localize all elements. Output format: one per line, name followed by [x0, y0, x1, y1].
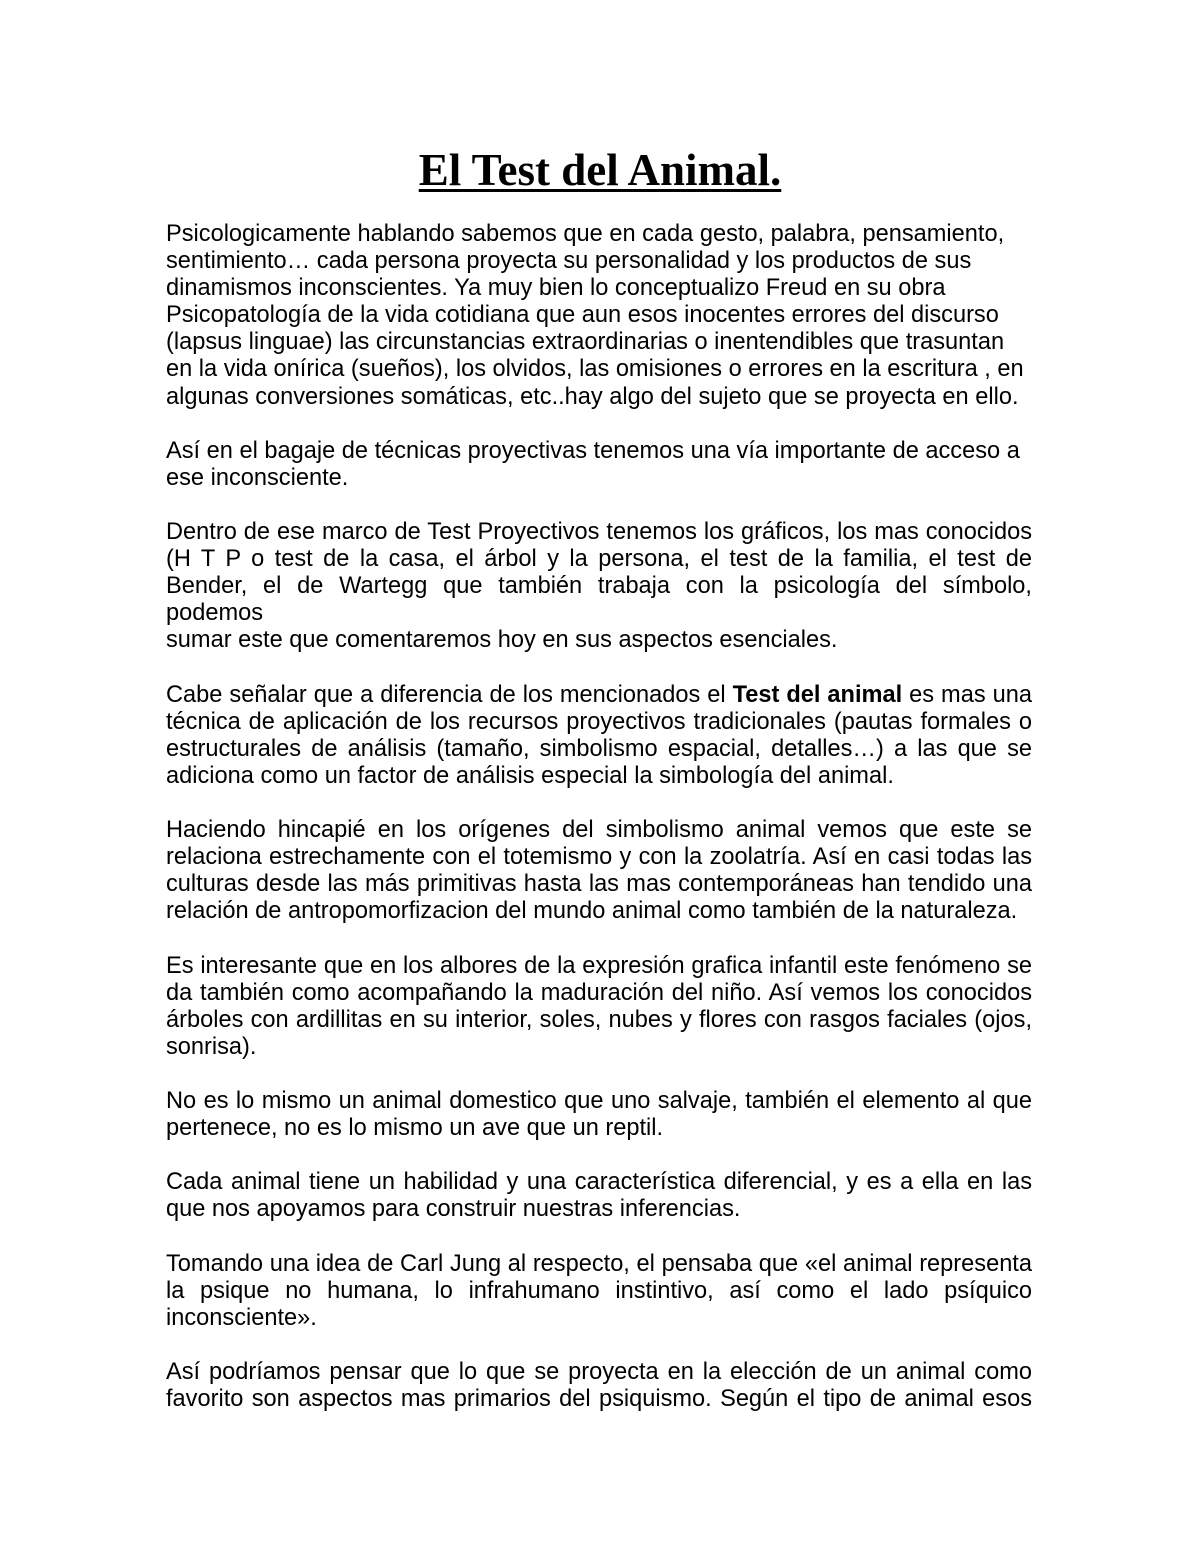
- paragraph-line: que nos apoyamos para construir nuestras inferencias.: [166, 1196, 741, 1223]
- paragraph-line: en la vida onírica (sueños), los olvidos, las omisiones o errores en la escritura , en: [166, 356, 1024, 383]
- paragraph-line: Cada animal tiene un habilidad y una característica diferencial, y es a ella en las: [166, 1169, 1032, 1196]
- paragraph-line: Dentro de ese marco de Test Proyectivos tenemos los gráficos, los mas conocidos: [166, 519, 1032, 546]
- paragraph-line: sonrisa).: [166, 1033, 257, 1060]
- paragraph-line: adiciona como un factor de análisis especial la simbología del animal.: [166, 762, 894, 789]
- paragraph-line: Así en el bagaje de técnicas proyectivas tenemos una vía importante de acceso a: [166, 437, 1020, 464]
- paragraph-line: Psicopatología de la vida cotidiana que aun esos inocentes errores del discurso: [166, 302, 999, 329]
- paragraph-10: [166, 1359, 1032, 1413]
- paragraph-line: algunas conversiones somáticas, etc..hay algo del sujeto que se proyecta en ello.: [166, 383, 1019, 410]
- paragraph-9: [166, 1251, 1032, 1332]
- paragraph-text: Cabe señalar que a diferencia de los mencionados el: [166, 681, 733, 708]
- paragraph-line: Psicologicamente hablando sabemos que en cada gesto, palabra, pensamiento,: [166, 221, 1005, 247]
- paragraph-line: inconsciente».: [166, 1304, 317, 1331]
- paragraph-line: favorito son aspectos mas primarios del psiquismo. Según el tipo de animal esos: [166, 1386, 1032, 1413]
- paragraph-2: [166, 438, 1032, 492]
- paragraph-line: culturas desde las más primitivas hasta las mas contemporáneas han tendido una: [166, 871, 1032, 898]
- paragraph-line: pertenece, no es lo mismo un ave que un reptil.: [166, 1115, 664, 1142]
- test-name-bold: Test del animal: [732, 681, 903, 708]
- paragraph-text: es mas una: [902, 681, 1032, 708]
- paragraph-line: Haciendo hincapié en los orígenes del simbolismo animal vemos que este se: [166, 817, 1032, 844]
- paragraph-3: [166, 519, 1032, 654]
- paragraph-line: Bender, el de Wartegg que también trabaja con la psicología del símbolo, podemos: [166, 573, 1032, 627]
- document-title: El Test del Animal.: [418, 145, 782, 195]
- paragraph-line: estructurales de análisis (tamaño, simbolismo espacial, detalles…) a las que se: [166, 735, 1032, 762]
- paragraph-line: la psique no humana, lo infrahumano instintivo, así como el lado psíquico: [166, 1277, 1032, 1304]
- paragraph-line: técnica de aplicación de los recursos proyectivos tradicionales (pautas formales o: [166, 708, 1032, 735]
- paragraph-line: relación de antropomorfizacion del mundo animal como también de la naturaleza.: [166, 898, 1018, 925]
- paragraph-line: sumar este que comentaremos hoy en sus aspectos esenciales.: [166, 627, 838, 654]
- paragraph-6: [166, 953, 1032, 1061]
- paragraph-7: [166, 1088, 1032, 1142]
- document-body: [166, 221, 1032, 1440]
- paragraph-1: [166, 221, 1032, 411]
- paragraph-line: (H T P o test de la casa, el árbol y la persona, el test de la familia, el test de: [166, 546, 1032, 573]
- paragraph-4: [166, 682, 1032, 790]
- paragraph-line: sentimiento… cada persona proyecta su personalidad y los productos de sus: [166, 248, 972, 275]
- paragraph-5: [166, 817, 1032, 925]
- paragraph-line: [166, 682, 1032, 709]
- paragraph-line: (lapsus linguae) las circunstancias extraordinarias o inentendibles que trasuntan: [166, 329, 1005, 356]
- paragraph-line: Así podríamos pensar que lo que se proyecta en la elección de un animal como: [166, 1358, 1032, 1385]
- paragraph-line: relaciona estrechamente con el totemismo y con la zoolatría. Así en casi todas las: [166, 844, 1032, 871]
- paragraph-8: [166, 1169, 1032, 1223]
- paragraph-line: árboles con ardillitas en su interior, soles, nubes y flores con rasgos faciales (ojos,: [166, 1006, 1032, 1033]
- paragraph-line: Tomando una idea de Carl Jung al respecto, el pensaba que «el animal representa: [166, 1250, 1032, 1277]
- paragraph-line: No es lo mismo un animal domestico que uno salvaje, también el elemento al que: [166, 1088, 1032, 1114]
- paragraph-line: ese inconsciente.: [166, 464, 349, 491]
- paragraph-line: dinamismos inconscientes. Ya muy bien lo conceptualizo Freud en su obra: [166, 275, 946, 302]
- paragraph-line: Es interesante que en los albores de la expresión grafica infantil este fenómeno se: [166, 952, 1032, 979]
- paragraph-line: da también como acompañando la maduración del niño. Así vemos los conocidos: [166, 979, 1032, 1006]
